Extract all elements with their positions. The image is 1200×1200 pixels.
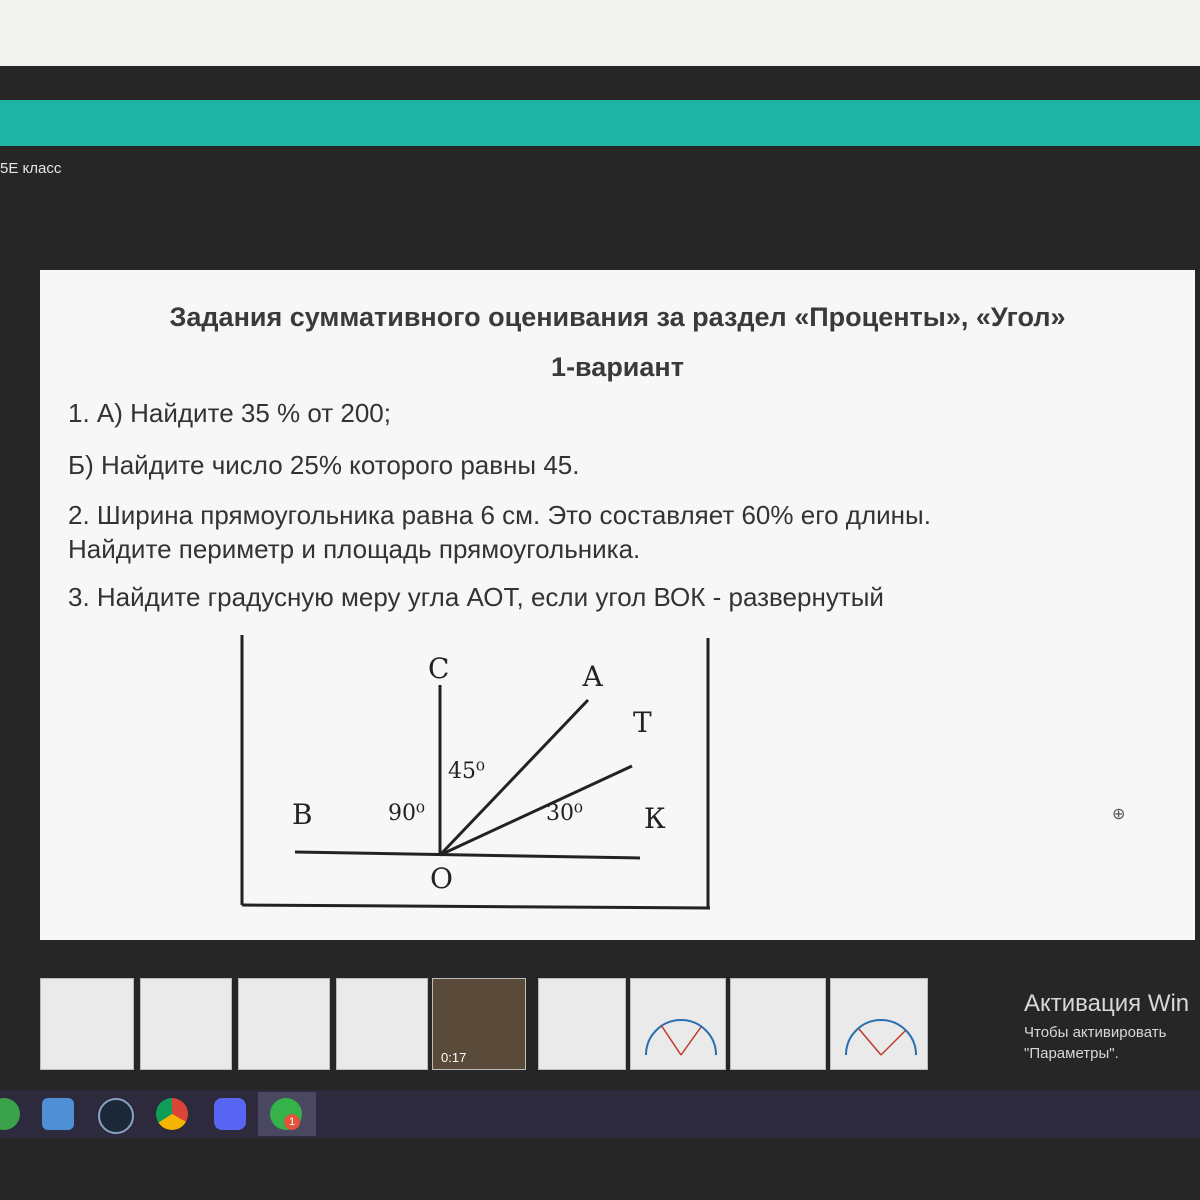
video-duration: 0:17	[441, 1050, 467, 1065]
task-2-continued: Найдите периметр и площадь прямоугольника.	[68, 534, 641, 564]
label-c: С	[428, 652, 450, 685]
angle-label-coa: 45⁰	[448, 759, 485, 784]
video-thumbnail[interactable]	[432, 978, 526, 1070]
slide-thumbnail[interactable]	[238, 978, 330, 1070]
slide-heading: Задания суммативного оценивания за раздел «Проценты», «Угол»	[169, 302, 1066, 332]
presentation-slide	[40, 270, 1195, 940]
label-t: Т	[633, 706, 652, 739]
angle-label-cob: 90⁰	[388, 801, 425, 826]
label-a: А	[582, 660, 604, 693]
label-k: К	[644, 802, 666, 835]
task-1b: Б) Найдите число 25% которого равны 45.	[68, 450, 580, 480]
slide-thumbnail[interactable]	[336, 978, 428, 1070]
chrome-icon[interactable]	[156, 1098, 188, 1130]
taskbar	[0, 1090, 1200, 1138]
angle-diagram	[240, 630, 720, 915]
slide-thumbnail[interactable]	[730, 978, 826, 1070]
label-o: О	[430, 862, 453, 895]
protractor-icon	[641, 1005, 721, 1060]
steam-icon[interactable]	[98, 1098, 134, 1134]
window-title: 5E класс	[0, 160, 62, 177]
windows-activation-watermark	[1024, 990, 1189, 1062]
task-1a: 1. А) Найдите 35 % от 200;	[68, 398, 391, 428]
label-b: В	[292, 798, 313, 831]
app-header-bar	[0, 100, 1200, 146]
discord-icon[interactable]	[214, 1098, 246, 1130]
monitor-bezel	[0, 0, 1200, 70]
notification-badge: 1	[284, 1114, 300, 1130]
activation-line-1: Чтобы активировать	[1024, 1024, 1167, 1041]
frame-bottom	[242, 905, 710, 908]
activation-line-2: "Параметры".	[1024, 1045, 1119, 1062]
zoom-in-icon[interactable]: ⊕	[1112, 806, 1126, 823]
slide-thumbnail[interactable]	[538, 978, 626, 1070]
slide-thumbnail[interactable]	[40, 978, 134, 1070]
task-3: 3. Найдите градусную меру угла АОТ, если угол ВОК - развернутый	[68, 582, 884, 612]
slide-thumbnail[interactable]	[630, 978, 726, 1070]
angle-label-tok: 30⁰	[546, 801, 583, 826]
task-2: 2. Ширина прямоугольника равна 6 см. Это составляет 60% его длины.	[68, 500, 931, 530]
line-bok	[295, 852, 640, 858]
app-icon[interactable]	[0, 1098, 20, 1130]
activation-title: Активация Win	[1024, 990, 1190, 1017]
protractor-icon	[841, 1005, 921, 1060]
weather-icon[interactable]	[42, 1098, 74, 1130]
slide-variant: 1-вариант	[551, 352, 684, 382]
slide-thumbnail[interactable]	[830, 978, 928, 1070]
slide-thumbnail[interactable]	[140, 978, 232, 1070]
